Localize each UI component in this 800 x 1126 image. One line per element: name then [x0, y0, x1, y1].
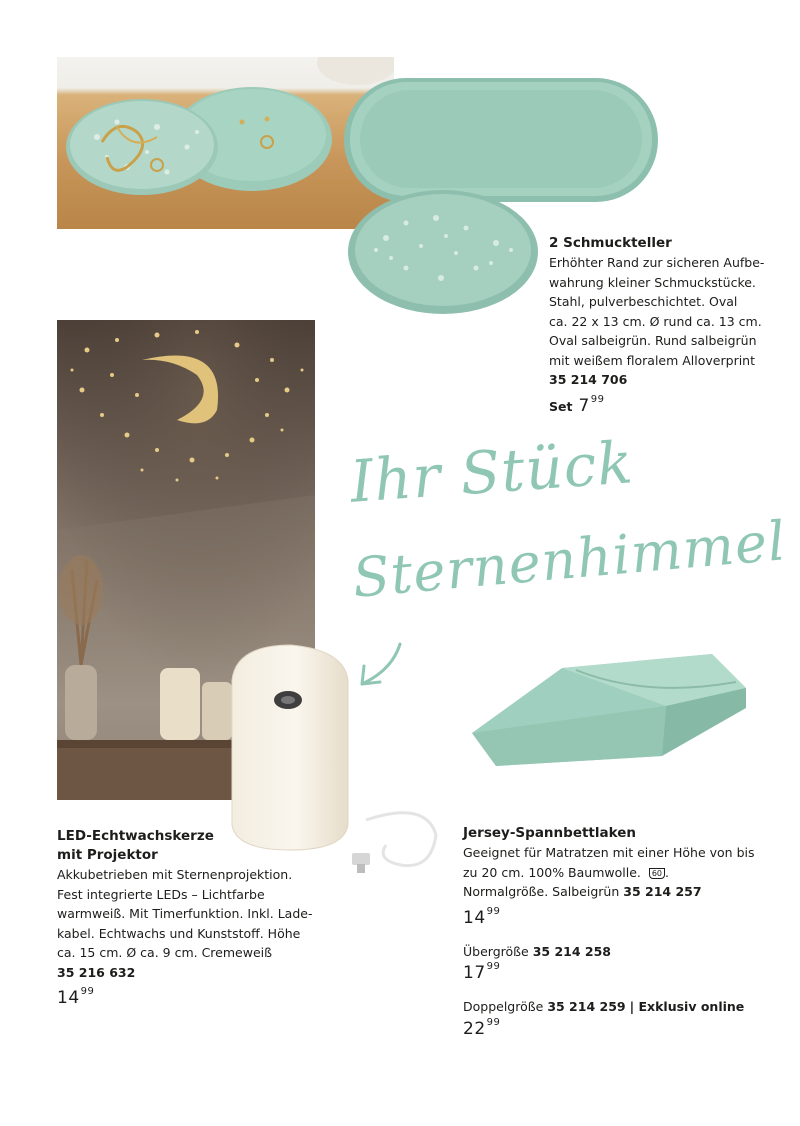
jewelry-product-info [549, 234, 789, 416]
candle-description: Akkubetrieben mit Sternenprojektion. Fest integrierte LEDs – Lichtfarbe warmweiß. Mit Timerfunktion. Inkl. Lade- kabel. Echtwachs und Kunststoff. Höhe ca. 15 cm. Ø ca. 9 cm. Cremeweiß [57, 867, 313, 960]
sheet-price-double: $22^{99}$ [463, 1016, 501, 1039]
sheet-variant-double: Doppelgröße 35 214 259 | Exklusiv online [463, 999, 745, 1014]
candle-title: LED-Echtwachskerze mit Projektor [57, 828, 214, 863]
sheet-description: Geeignet für Matratzen mit einer Höhe von bis zu 20 cm. 100% Baumwolle. 60 . Normalgröße. Salbeigrün 35 214 257 [463, 845, 755, 899]
arrow-icon [352, 640, 412, 692]
headline-line-1: Ihr Stück [347, 428, 636, 516]
jewelry-price: Set $7^{99}$ [549, 393, 605, 416]
fitted-sheet-image [466, 648, 752, 772]
sheet-price-normal: $14^{99}$ [463, 905, 501, 928]
sheet-article-normal: 35 214 257 [623, 884, 702, 899]
headline-line-2: Sternenhimmel [350, 509, 789, 610]
exclusive-online-label: | Exklusiv online [629, 999, 745, 1014]
candle-article-number: 35 216 632 [57, 964, 136, 980]
candle-product-info [57, 827, 337, 1008]
wash-60-icon: 60 [649, 868, 665, 879]
sheet-variant-large: Übergröße 35 214 258 [463, 943, 611, 959]
jewelry-title: 2 Schmuckteller [549, 235, 672, 251]
sheet-price-large: $17^{99}$ [463, 961, 501, 983]
jewelry-description: Erhöhter Rand zur sicheren Aufbe- wahrung kleiner Schmuckstücke. Stahl, pulverbeschichtet. Oval ca. 22 x 13 cm. Ø rund ca. 13 cm. Oval salbeigrün. Rund salbeigrün mit weißem floralem Alloverprint [549, 255, 765, 368]
jewelry-article-number: 35 214 706 [549, 372, 628, 387]
sheet-title: Jersey-Spannbettlaken [463, 825, 636, 841]
candle-price: $14^{99}$ [57, 986, 95, 1008]
sheet-product-info [463, 824, 793, 1039]
round-plate-image [346, 188, 540, 316]
